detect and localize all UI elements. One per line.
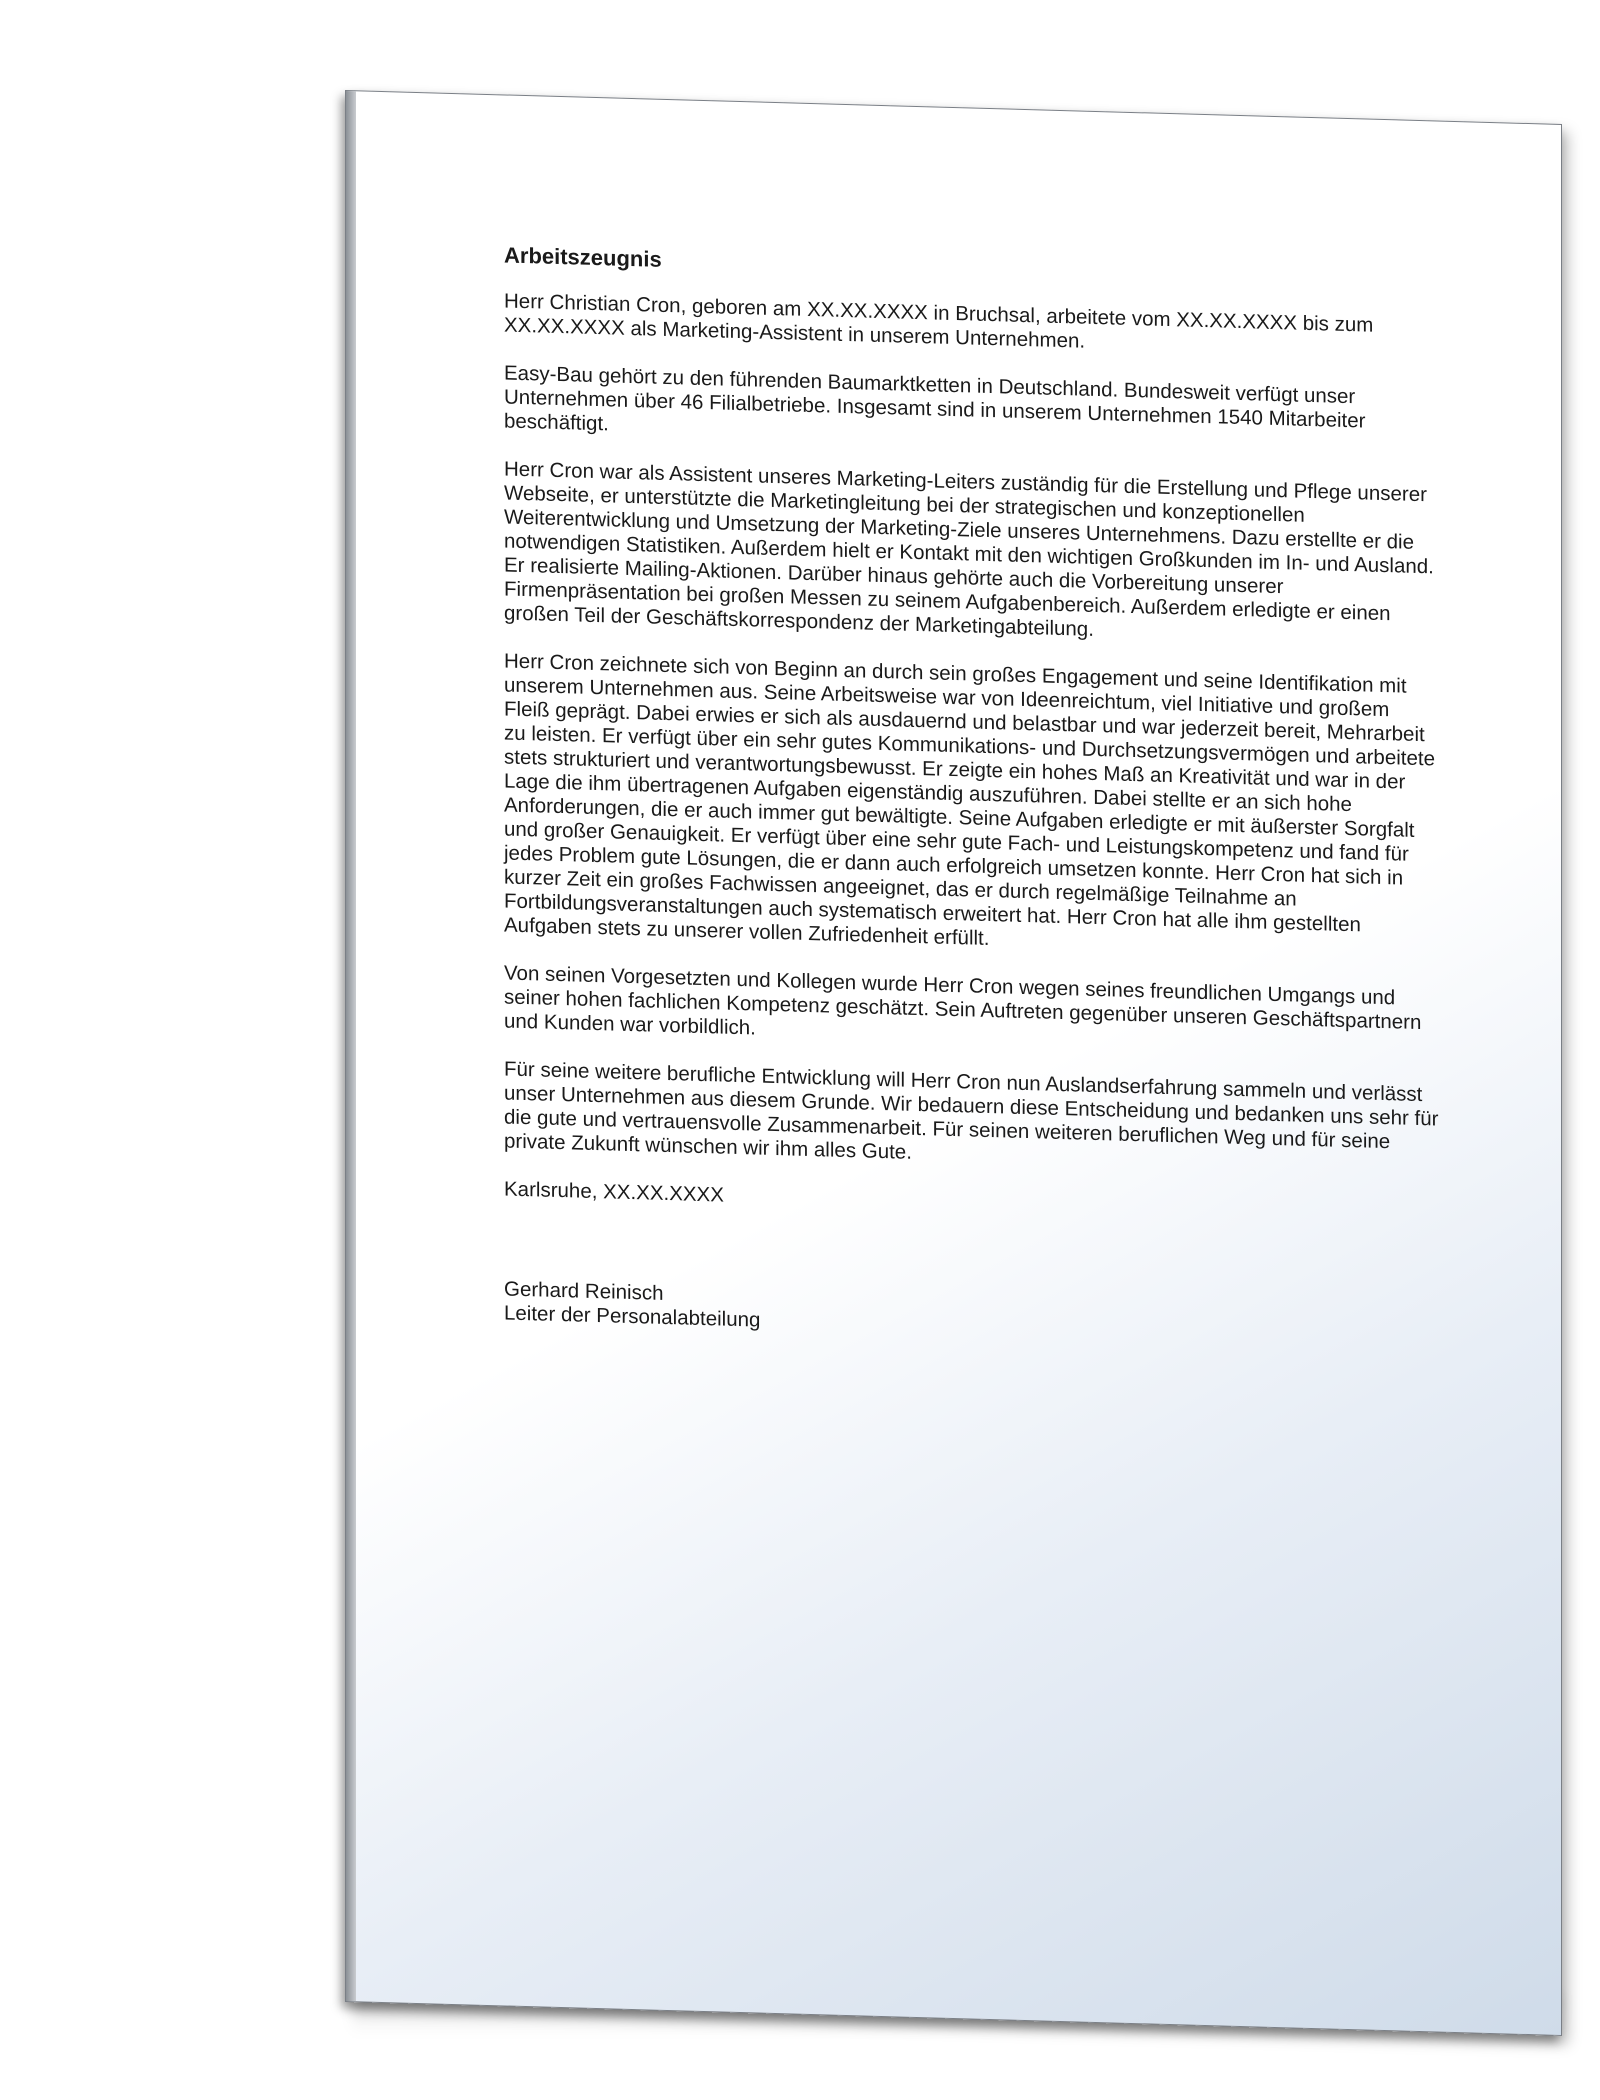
document-body: [504, 243, 1439, 1351]
document-page: [345, 90, 1562, 2036]
signatory-name: Gerhard Reinisch: [504, 1277, 664, 1305]
paragraph-conduct: Von seinen Vorgesetzten und Kollegen wurde Herr Cron wegen seines freundlichen Umgangs und seiner hohen fachlichen Kompetenz geschätzt. Sein Auftreten gegenüber unseren Geschäftspartnern und Kunden war vorbildlich.: [504, 961, 1422, 1040]
place-date: Karlsruhe, XX.XX.XXXX: [504, 1177, 724, 1207]
paragraph-duties: Herr Cron war als Assistent unseres Marketing-Leiters zuständig für die Erstellung und Pflege unserer Webseite, er unterstützte die Marketingleitung bei der strategischen und konzeptionellen Weiterentwicklung und Umsetzung der Marketing-Ziele unseres Unternehmens. Dazu erstellte er die notwendigen Statistiken. Außerdem hielt er Kontakt mit den wichtigen Großkunden im In- und Ausland. Er realisierte Mailing-Aktionen. Darüber hinaus gehörte auch die Vorbereitung unserer Firmenpräsentation bei großen Messen zu seinem Aufgabenbereich. Außerdem erledigte er einen großen Teil der Geschäftskorrespondenz der Marketingabteilung.: [504, 457, 1434, 641]
signatory-position: Leiter der Personalabteilung: [504, 1301, 761, 1332]
signature-block: [504, 1277, 1439, 1351]
paragraph-performance: Herr Cron zeichnete sich von Beginn an durch sein großes Engagement und seine Identifikation mit unserem Unternehmen aus. Seine Arbeitsweise war von Ideenreichtum, viel Initiative und großem Fleiß geprägt. Dabei erwies er sich als ausdauernd und belastbar und war jederzeit bereit, Mehrarbeit zu leisten. Er verfügt über ein sehr gutes Kommunikations- und Durchsetzungsvermögen und arbeitete stets strukturiert und verantwortungsbewusst. Er zeigte ein hohes Maß an Kreativität und war in der Lage die ihm übertragenen Aufgaben eigenständig auszuführen. Dabei stellte er an sich hohe Anforderungen, die er auch immer gut bewältigte. Seine Aufgaben erledigte er mit äußerster Sorgfalt und großer Genauigkeit. Er verfügt über eine sehr gute Fach- und Leistungskompetenz und fand für jedes Problem gute Lösungen, die er dann auch erfolgreich umsetzen konnte. Herr Cron hat sich in kurzer Zeit ein großes Fachwissen angeeignet, das er durch regelmäßige Teilnahme an Fortbildungsveranstaltungen auch systematisch erweitert hat. Herr Cron hat alle ihm gestellten Aufgaben stets zu unserer vollen Zufriedenheit erfüllt.: [504, 649, 1435, 951]
document-title: Arbeitszeugnis: [504, 242, 662, 272]
paragraph-employment: Herr Christian Cron, geboren am XX.XX.XXXX in Bruchsal, arbeitete vom XX.XX.XXXX bis zum XX.XX.XXXX als Marketing-Assistent in unserem Unternehmen.: [504, 289, 1374, 353]
paragraph-closing: Für seine weitere berufliche Entwicklung will Herr Cron nun Auslandserfahrung sammeln und verlässt unser Unternehmen aus diesem Grunde. Wir bedauern diese Entscheidung und bedanken uns sehr für die gute und vertrauensvolle Zusammenarbeit. Für seinen weiteren beruflichen Weg und für seine private Zukunft wünschen wir ihm alles Gute.: [504, 1057, 1439, 1164]
paragraph-company: Easy-Bau gehört zu den führenden Baumarktketten in Deutschland. Bundesweit verfügt unser Unternehmen über 46 Filialbetriebe. Insgesamt sind in unserem Unternehmen 1540 Mitarbeiter beschäftigt.: [504, 361, 1366, 436]
